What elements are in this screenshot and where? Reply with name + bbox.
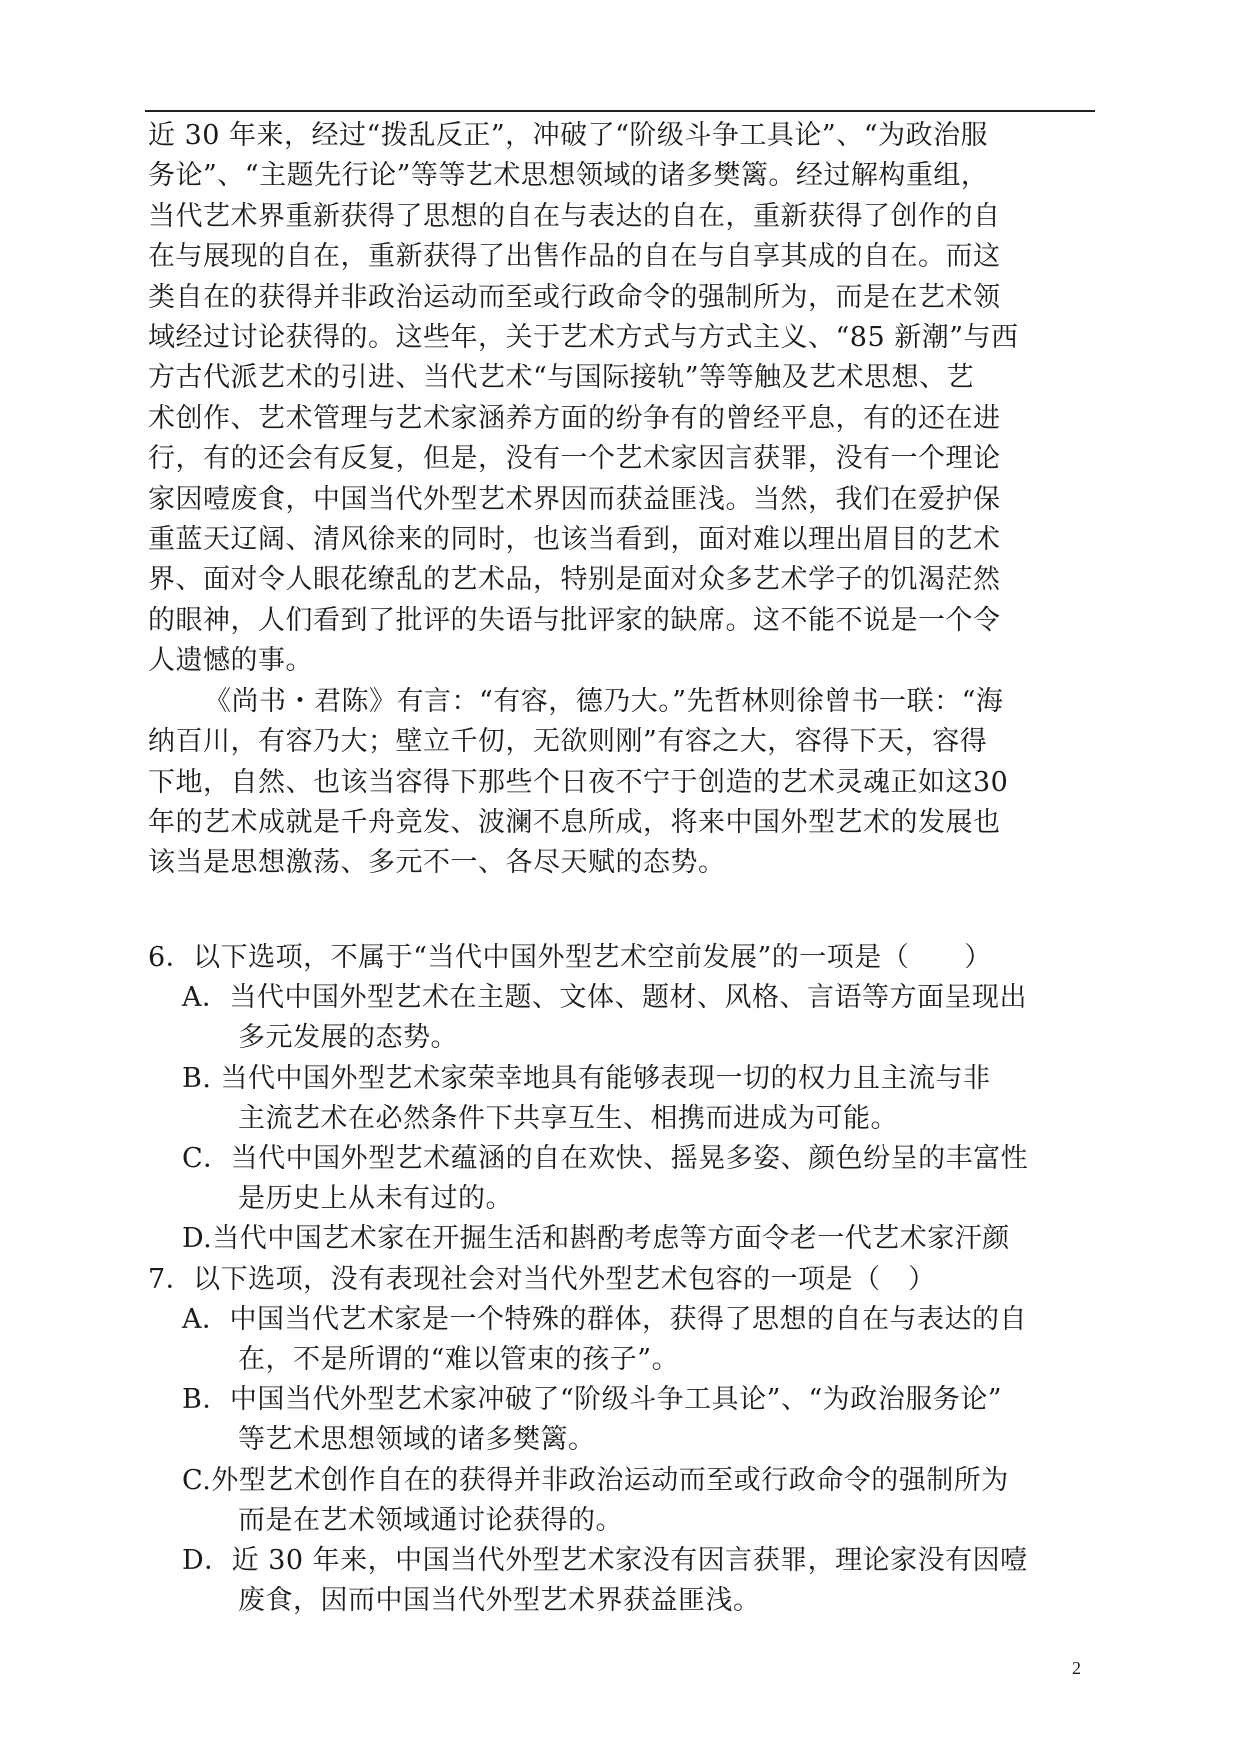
option-c xyxy=(148,1461,1108,1541)
reading-passage xyxy=(148,116,1108,884)
passage-line: 人遗憾的事。 xyxy=(148,645,313,677)
question-7 xyxy=(148,1260,1108,1622)
option-d xyxy=(148,1219,1108,1259)
passage-line: 重蓝天辽阔、清风徐来的同时，也该当看到，面对难以理出眉目的艺术 xyxy=(148,524,1001,556)
passage-line: 域经过讨论获得的。这些年，关于艺术方式与方式主义、“85 新潮”与西 xyxy=(148,322,1019,354)
option-b xyxy=(148,1059,1108,1139)
option-text: 废食，因而中国当代外型艺术界获益匪浅。 xyxy=(238,1585,761,1617)
option-text: D．近 30 年来，中国当代外型艺术家没有因言获罪，理论家没有因噎 xyxy=(182,1545,1028,1577)
page-number: 2 xyxy=(1072,1658,1081,1678)
passage-line: 家因噎废食，中国当代外型艺术界因而获益匪浅。当然，我们在爱护保 xyxy=(148,483,1001,515)
question-6 xyxy=(148,938,1108,1260)
option-text: B．中国当代外型艺术家冲破了“阶级斗争工具论”、“为政治服务论” xyxy=(182,1384,1003,1416)
option-b xyxy=(148,1380,1108,1460)
passage-line: 方古代派艺术的引进、当代艺术“与国际接轨”等等触及艺术思想、艺 xyxy=(148,362,975,394)
option-text: D.当代中国艺术家在开掘生活和斟酌考虑等方面令老一代艺术家汗颜 xyxy=(182,1223,1010,1255)
question-stem: 7．以下选项，没有表现社会对当代外型艺术包容的一项是（ ） xyxy=(148,1263,936,1295)
option-text: 多元发展的态势。 xyxy=(238,1022,458,1054)
option-text: B. 当代中国外型艺术家荣幸地具有能够表现一切的权力且主流与非 xyxy=(182,1062,991,1094)
passage-line: 行，有的还会有反复，但是，没有一个艺术家因言获罪，没有一个理论 xyxy=(148,443,1001,475)
question-stem: 6．以下选项，不属于“当代中国外型艺术空前发展”的一项是（ ） xyxy=(148,942,992,973)
option-a xyxy=(148,978,1108,1058)
option-text: 在，不是所谓的“难以管束的孩子”。 xyxy=(238,1344,680,1376)
option-text: 是历史上从未有过的。 xyxy=(238,1183,513,1215)
passage-line: 该当是思想激荡、多元不一、各尽天赋的态势。 xyxy=(148,847,726,879)
passage-line: 在与展现的自在，重新获得了出售作品的自在与自享其成的自在。而这 xyxy=(148,241,1001,273)
option-c xyxy=(148,1139,1108,1219)
passage-line: 年的艺术成就是千舟竞发、波澜不息所成，将来中国外型艺术的发展也 xyxy=(148,806,1001,838)
option-a xyxy=(148,1300,1108,1380)
passage-line: 类自在的获得并非政治运动而至或行政命令的强制所为，而是在艺术领 xyxy=(148,281,1001,313)
option-text: C.外型艺术创作自在的获得并非政治运动而至或行政命令的强制所为 xyxy=(182,1464,1009,1496)
passage-line: 术创作、艺术管理与艺术家涵养方面的纷争有的曾经平息，有的还在进 xyxy=(148,402,1001,434)
option-text: A．当代中国外型艺术在主题、文体、题材、风格、言语等方面呈现出 xyxy=(182,982,1027,1014)
passage-line: 《尚书・君陈》有言：“有容，德乃大。”先哲林则徐曾书一联：“海 xyxy=(204,685,1004,717)
passage-line: 当代艺术界重新获得了思想的自在与表达的自在，重新获得了创作的自 xyxy=(148,200,1001,232)
questions-section xyxy=(148,938,1108,1621)
passage-line: 纳百川，有容乃大；壁立千仞，无欲则刚”有容之大，容得下天，容得 xyxy=(148,726,988,758)
header-rule xyxy=(145,110,1095,112)
option-d xyxy=(148,1541,1108,1621)
passage-line: 下地，自然、也该当容得下那些个日夜不宁于创造的艺术灵魂正如这30 xyxy=(148,766,1009,798)
passage-line: 的眼神，人们看到了批评的失语与批评家的缺席。这不能不说是一个令 xyxy=(148,604,1001,636)
option-text: 等艺术思想领域的诸多樊篱。 xyxy=(238,1424,596,1456)
option-text: 而是在艺术领域通讨论获得的。 xyxy=(238,1504,623,1536)
option-text: A．中国当代艺术家是一个特殊的群体，获得了思想的自在与表达的自 xyxy=(182,1303,1027,1335)
passage-line: 务论”、“主题先行论”等等艺术思想领域的诸多樊篱。经过解构重组， xyxy=(148,160,989,192)
option-text: 主流艺术在必然条件下共享互生、相携而进成为可能。 xyxy=(238,1102,898,1134)
passage-line: 近 30 年来，经过“拨乱反正”，冲破了“阶级斗争工具论”、“为政治服 xyxy=(148,120,989,151)
option-text: C．当代中国外型艺术蕴涵的自在欢快、摇晃多姿、颜色纷呈的丰富性 xyxy=(182,1143,1029,1175)
passage-line: 界、面对令人眼花缭乱的艺术品，特别是面对众多艺术学子的饥渴茫然 xyxy=(148,564,1001,596)
